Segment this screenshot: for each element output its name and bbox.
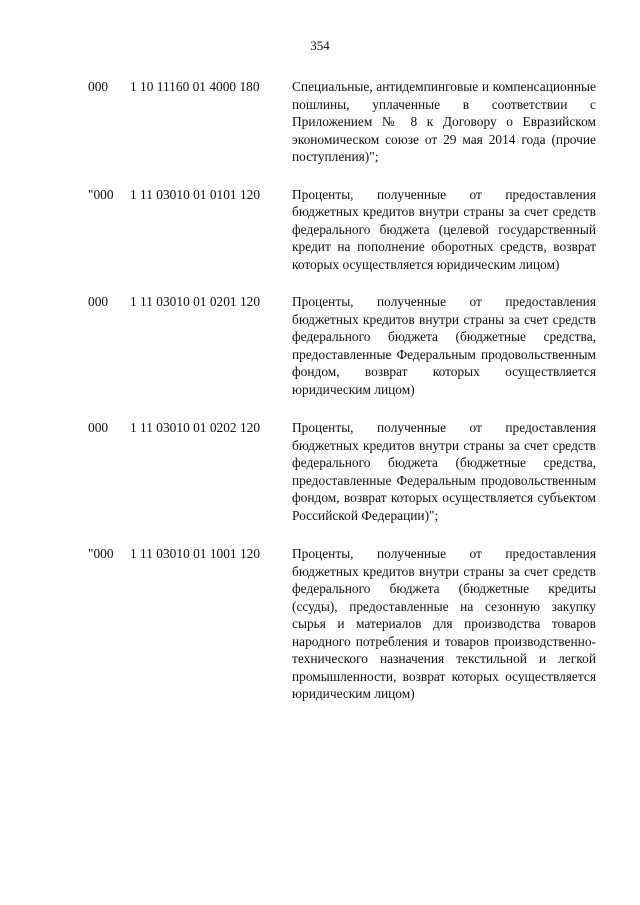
budget-code-list: [88, 78, 596, 703]
admin-code: 000: [88, 420, 109, 435]
budget-code-entry: [88, 186, 596, 274]
entry-description: Проценты, полученные от предоставления бюджетных кредитов внутри страны за счет средств федерального бюджета (бюджетные кредиты (ссуды), предоставленные на сезонную закупку сырья и материалов для производства товаров народного потребления и товаров производственно-технического назначения текстильной и легкой промышленности, возврат которых осуществляется юридическим лицом): [292, 546, 596, 701]
entry-description: Проценты, полученные от предоставления бюджетных кредитов внутри страны за счет средств федерального бюджета (бюджетные средства, предоставленные Федеральным продовольственным фондом, возврат которых осуществляется юридическим лицом): [292, 294, 596, 397]
entry-description: Проценты, полученные от предоставления бюджетных кредитов внутри страны за счет средств федерального бюджета (бюджетные средства, предоставленные Федеральным продовольственным фондом, возврат которых осуществляется субъектом Российской Федерации)";: [292, 420, 596, 523]
admin-code: 000: [88, 294, 109, 309]
classification-code: 1 11 03010 01 1001 120: [130, 546, 261, 561]
page-number: 354: [310, 38, 330, 53]
admin-code: 000: [88, 79, 109, 94]
classification-code: 1 10 11160 01 4000 180: [130, 79, 260, 94]
admin-code: "000: [88, 186, 114, 202]
entry-description: Специальные, антидемпинговые и компенсационные пошлины, уплаченные в соответствии с Приложением № 8 к Договору о Евразийском экономическом союзе от 29 мая 2014 года (прочие поступления)";: [292, 79, 596, 164]
entry-description: Проценты, полученные от предоставления бюджетных кредитов внутри страны за счет средств федерального бюджета (целевой государственный кредит на пополнение оборотных средств, возврат которых осуществляется юридическим лицом): [292, 186, 596, 272]
budget-code-entry: [88, 545, 596, 703]
classification-code: 1 11 03010 01 0101 120: [130, 186, 261, 202]
budget-code-entry: [88, 293, 596, 398]
classification-code: 1 11 03010 01 0201 120: [130, 294, 261, 309]
classification-code: 1 11 03010 01 0202 120: [130, 420, 261, 435]
admin-code: "000: [88, 546, 114, 561]
budget-code-entry: [88, 78, 596, 166]
budget-code-entry: [88, 419, 596, 524]
